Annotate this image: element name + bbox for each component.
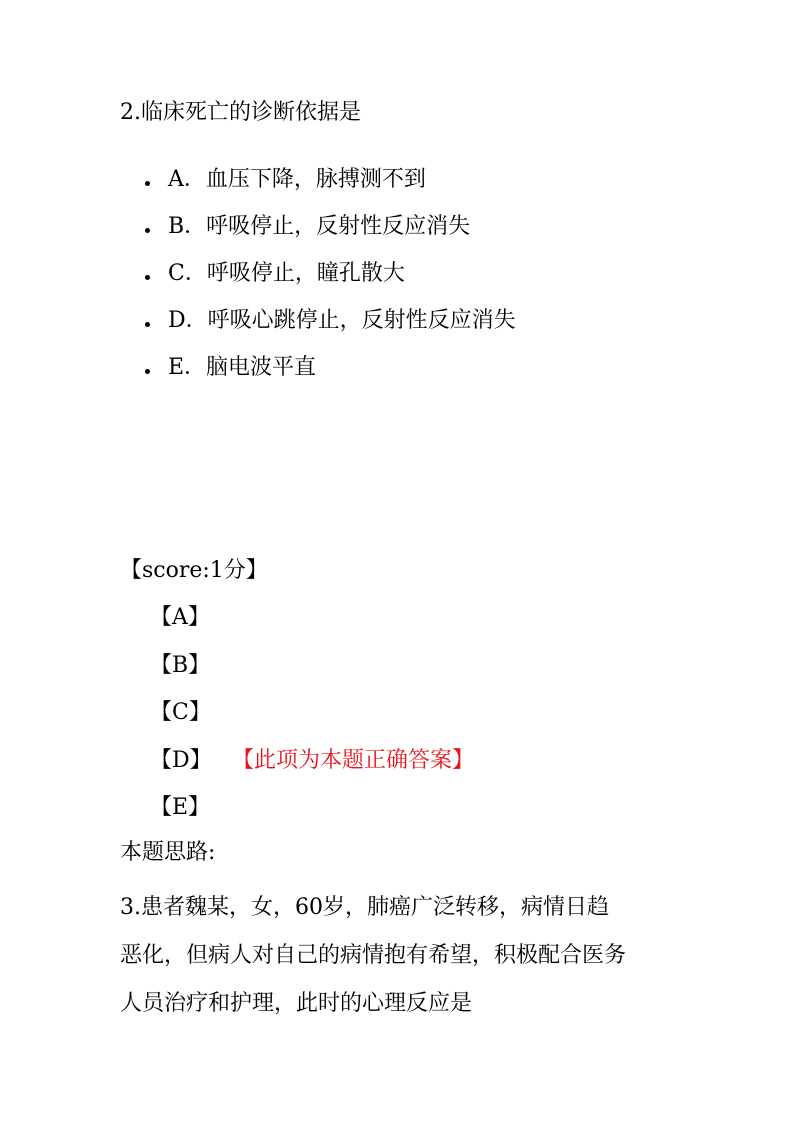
- option-d-text: D．呼吸心跳停止，反射性反应消失: [168, 308, 516, 333]
- correct-answer-tag: 【此项为本题正确答案】: [232, 747, 475, 773]
- answer-e: [150, 793, 212, 841]
- question-3-line-1: 3.患者魏某，女，60岁，肺癌广泛转移，病情日趋: [120, 895, 609, 920]
- answer-e-label: 【E】: [150, 795, 211, 820]
- answer-a: [150, 603, 212, 651]
- question-2-options: [145, 165, 516, 400]
- answer-d-label: 【D】: [150, 747, 212, 773]
- bullet-icon: [145, 369, 150, 374]
- option-b-text: B．呼吸停止，反射性反应消失: [168, 214, 471, 239]
- option-c-text: C．呼吸停止，瞳孔散大: [168, 261, 405, 286]
- answer-list: [150, 603, 475, 841]
- question-3-line-3: 人员治疗和护理，此时的心理反应是: [120, 991, 473, 1016]
- question-3-text: [120, 884, 680, 1028]
- option-c[interactable]: [145, 259, 516, 306]
- answer-d: [150, 746, 475, 794]
- answer-b-label: 【B】: [150, 652, 211, 678]
- option-e[interactable]: [145, 353, 516, 400]
- option-a[interactable]: [145, 165, 516, 212]
- bullet-icon: [145, 181, 150, 186]
- option-b[interactable]: [145, 212, 516, 259]
- answer-c: [150, 698, 212, 746]
- option-d[interactable]: [145, 306, 516, 353]
- score-label: 【score:1分】: [120, 558, 268, 583]
- answer-a-label: 【A】: [150, 605, 210, 630]
- bullet-icon: [145, 322, 150, 327]
- thought-label: 本题思路:: [120, 840, 216, 865]
- option-e-text: E．脑电波平直: [168, 355, 317, 380]
- option-a-text: A．血压下降，脉搏测不到: [168, 167, 426, 192]
- answer-b: [150, 651, 212, 699]
- answer-c-label: 【C】: [150, 700, 211, 725]
- bullet-icon: [145, 275, 150, 280]
- question-2-title: 2.临床死亡的诊断依据是: [120, 100, 361, 125]
- bullet-icon: [145, 228, 150, 233]
- question-3-line-2: 恶化，但病人对自己的病情抱有希望，积极配合医务: [120, 943, 627, 968]
